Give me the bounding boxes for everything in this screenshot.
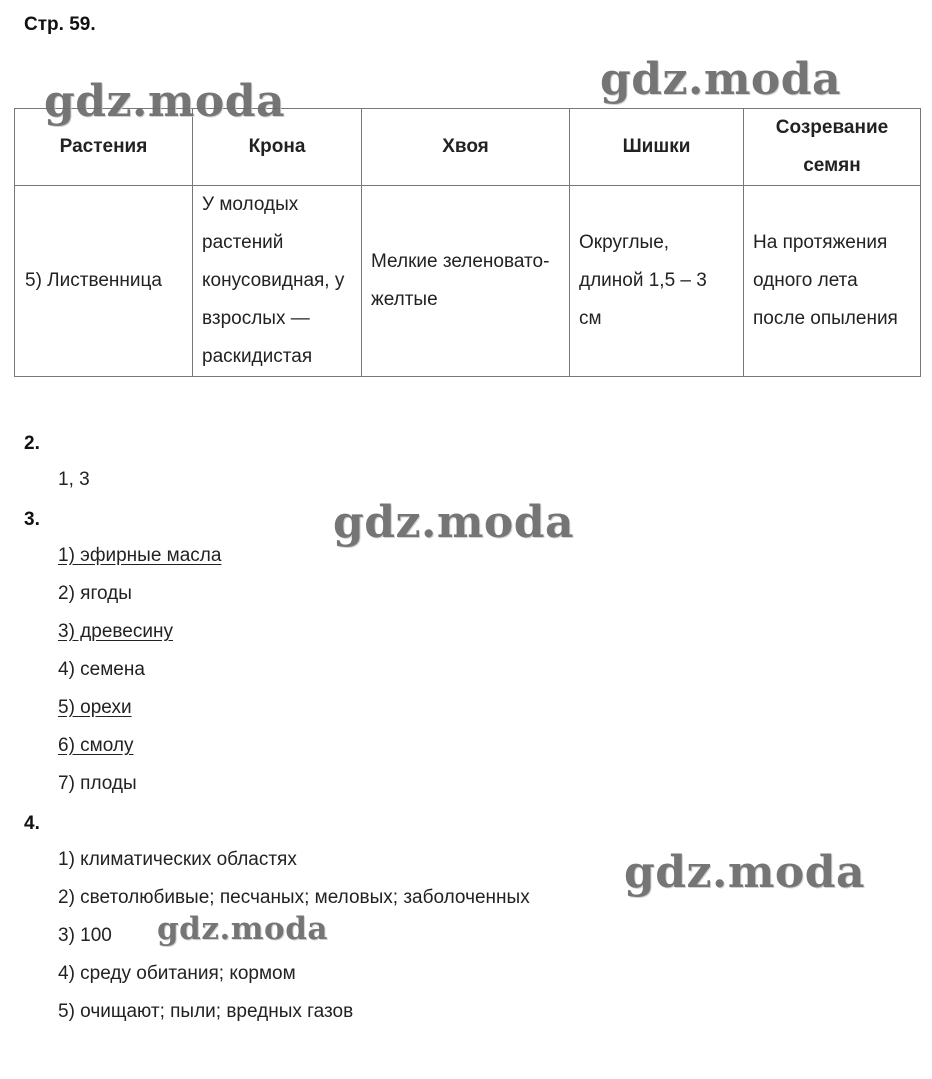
watermark: gdz.moda — [600, 54, 842, 105]
task-4-item: 3) 100 — [58, 925, 112, 946]
task-3-number: 3. — [24, 509, 40, 530]
task-3-item: 6) смолу — [58, 735, 134, 756]
watermark: gdz.moda — [333, 497, 575, 548]
cell-seed-ripening: На протяжения одного лета после опыления — [744, 186, 921, 377]
cell-crown: У молодых растений конусовидная, у взрослых — раскидистая — [193, 186, 362, 377]
header-seed-ripening: Созревание семян — [744, 109, 921, 186]
task-3-item: 1) эфирные масла — [58, 545, 222, 566]
task-3-item: 4) семена — [58, 659, 145, 680]
task-2-number: 2. — [24, 433, 40, 454]
page-title: Стр. 59. — [24, 14, 96, 35]
task-4-item: 1) климатических областях — [58, 849, 297, 870]
cell-plant: 5) Лиственница — [15, 186, 193, 377]
task-4-number: 4. — [24, 813, 40, 834]
answer-table — [14, 108, 921, 377]
task-3-item: 3) древесину — [58, 621, 173, 642]
task-3-item: 7) плоды — [58, 773, 137, 794]
task-3-item: 2) ягоды — [58, 583, 132, 604]
watermark: gdz.moda — [157, 911, 328, 947]
header-plants: Растения — [15, 109, 193, 186]
watermark: gdz.moda — [44, 76, 286, 127]
cell-cones: Округлые, длиной 1,5 – 3 см — [570, 186, 744, 377]
watermark: gdz.moda — [624, 847, 866, 898]
header-crown: Крона — [193, 109, 362, 186]
task-4-item: 5) очищают; пыли; вредных газов — [58, 1001, 354, 1022]
cell-needles: Мелкие зеленовато-желтые — [362, 186, 570, 377]
header-needles: Хвоя — [362, 109, 570, 186]
task-2-answer: 1, 3 — [58, 469, 90, 490]
task-4-item: 2) светолюбивые; песчаных; меловых; заболоченных — [58, 887, 530, 908]
table-row — [15, 186, 921, 377]
task-4-item: 4) среду обитания; кормом — [58, 963, 296, 984]
task-3-item: 5) орехи — [58, 697, 132, 718]
header-cones: Шишки — [570, 109, 744, 186]
